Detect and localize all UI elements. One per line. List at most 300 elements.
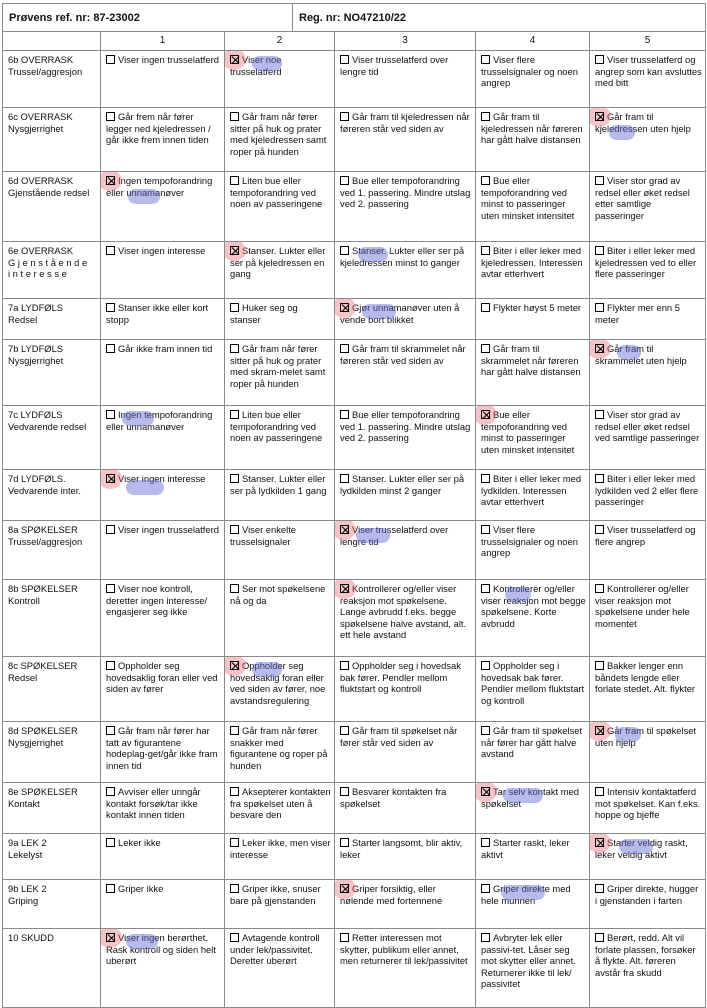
option-cell[interactable] (225, 834, 335, 880)
checkbox[interactable] (230, 525, 239, 534)
option-text: Ingen tempoforandring eller unnamanøver (106, 409, 213, 432)
option-text: Oppholder seg hovedsaklig foran eller ved siden av fører, noe avstandsregulering (230, 660, 326, 706)
checkbox[interactable] (106, 661, 115, 670)
table-row (3, 470, 706, 521)
table-row (3, 929, 706, 1008)
row-category: 7d LYDFØLS. (8, 473, 66, 484)
option-text: Bakker lenger enn båndets lengde eller forlate stedet. Alt. flykter (595, 660, 696, 695)
option-text: Oppholder seg i hovedsak bak fører. Pendler mellom fluktstart og kontroll (481, 660, 585, 706)
checkbox[interactable] (595, 584, 604, 593)
option-text: Viser ingen interesse (118, 245, 206, 256)
option-cell[interactable] (101, 242, 225, 299)
option-cell[interactable] (335, 880, 476, 929)
option-cell[interactable] (335, 929, 476, 1008)
option-cell[interactable] (476, 51, 590, 108)
checkbox[interactable] (230, 726, 239, 735)
checkbox[interactable] (230, 410, 239, 419)
option-cell[interactable] (101, 51, 225, 108)
option-cell[interactable] (225, 172, 335, 242)
option-text: Griper ikke, snuser bare på gjenstanden (230, 883, 321, 906)
checkbox[interactable] (106, 410, 115, 419)
option-text: Viser stor grad av redsel eller øket redsel ved samtlige passeringer (595, 409, 700, 444)
checkbox[interactable] (340, 112, 349, 121)
option-cell[interactable] (101, 880, 225, 929)
option-text: Berørt, redd. Alt vil forlate plassen, forsøker å flykte. Alt. føreren avstår fra skudd (595, 932, 696, 978)
checkbox[interactable] (481, 112, 490, 121)
option-cell[interactable] (101, 299, 225, 340)
option-cell[interactable] (590, 299, 706, 340)
option-text: Leker ikke (118, 837, 161, 848)
option-text: Kontrollerer og/eller viser reaksjon mot spøkelsene under hele momentet (595, 583, 690, 629)
row-subcategory: Redsel (8, 313, 38, 325)
checkbox[interactable] (230, 344, 239, 353)
checkbox[interactable] (481, 933, 490, 942)
option-cell[interactable] (590, 580, 706, 657)
option-cell[interactable] (476, 340, 590, 406)
option-text: Liten bue eller tempoforandring ved noen av passeringene (230, 409, 323, 444)
option-cell[interactable] (101, 722, 225, 783)
checkbox[interactable] (106, 884, 115, 893)
option-text: Griper forsiktig, eller nølende med fortennene (340, 883, 443, 906)
option-cell[interactable] (101, 783, 225, 834)
option-cell[interactable] (335, 783, 476, 834)
option-text: Huker seg og stanser (230, 302, 298, 325)
option-cell[interactable] (335, 299, 476, 340)
option-cell[interactable] (335, 521, 476, 580)
checkbox[interactable] (595, 55, 604, 64)
row-category: 7c LYDFØLS (8, 409, 63, 420)
row-category: 10 SKUDD (8, 932, 54, 943)
checkbox[interactable] (481, 344, 490, 353)
option-cell[interactable] (590, 657, 706, 722)
option-text: Biter i eller leker med lydkilden ved 2 eller flere passeringer (595, 473, 699, 508)
table-row (3, 880, 706, 929)
checkbox[interactable] (595, 176, 604, 185)
checkbox[interactable] (230, 787, 239, 796)
table-row (3, 657, 706, 722)
row-label (3, 783, 101, 834)
option-text: Gjør unnamanøver uten å vende bort blikket (340, 302, 460, 325)
option-cell[interactable] (101, 580, 225, 657)
option-cell[interactable] (476, 880, 590, 929)
checked-checkbox[interactable] (595, 112, 604, 121)
checked-checkbox[interactable] (340, 884, 349, 893)
checkbox[interactable] (106, 838, 115, 847)
option-cell[interactable] (335, 108, 476, 172)
option-text: Leker ikke, men viser interesse (230, 837, 331, 860)
option-cell[interactable] (225, 580, 335, 657)
option-cell[interactable] (225, 783, 335, 834)
checked-checkbox[interactable] (595, 344, 604, 353)
option-text: Går fram til kjeledressen uten hjelp (595, 111, 691, 134)
option-text: Viser trusselatferd og flere angrep (595, 524, 696, 547)
registration-number: Reg. nr: NO47210/22 (293, 4, 706, 32)
option-cell[interactable] (101, 470, 225, 521)
row-label (3, 299, 101, 340)
option-text: Starter veldig raskt, leker veldig aktivt (595, 837, 688, 860)
option-text: Går fram når fører sitter på huk og prater med kjeledressen samt roper på hunden (230, 111, 327, 157)
assessment-table (2, 31, 706, 1008)
option-cell[interactable] (225, 242, 335, 299)
checked-checkbox[interactable] (230, 55, 239, 64)
option-text: Ser mot spøkelsene nå og da (230, 583, 326, 606)
option-cell[interactable] (476, 108, 590, 172)
row-label (3, 340, 101, 406)
row-subcategory: Redsel (8, 671, 38, 683)
option-text: Starter langsomt, blir aktiv, leker (340, 837, 463, 860)
checkbox[interactable] (595, 525, 604, 534)
row-subcategory: Kontroll (8, 594, 40, 606)
option-text: Bue eller tempoforandring ved 1. passering. Mindre utslag ved 2. passering (340, 409, 471, 444)
option-cell[interactable] (225, 51, 335, 108)
table-row (3, 172, 706, 242)
option-cell[interactable] (335, 580, 476, 657)
option-text: Bue eller tempoforandring ved minst to passeringer uten minsket intensitet (481, 409, 575, 455)
option-cell[interactable] (590, 406, 706, 470)
checkbox[interactable] (340, 726, 349, 735)
option-text: Avtagende kontroll under lek/passivitet. Deretter uberørt (230, 932, 320, 967)
row-category: 8b SPØKELSER (8, 583, 78, 594)
table-row (3, 521, 706, 580)
option-cell[interactable] (225, 406, 335, 470)
row-subcategory: Nysgjerrighet (8, 122, 64, 134)
option-text: Går fram til skrammelet når føreren har gått halve distansen (481, 343, 581, 378)
column-header-row (3, 32, 706, 51)
checkbox[interactable] (595, 787, 604, 796)
checkbox[interactable] (340, 344, 349, 353)
option-cell[interactable] (476, 834, 590, 880)
option-text: Går fram til kjeledressen når føreren har gått halve distansen (481, 111, 583, 146)
option-text: Viser enkelte trusselsignaler (230, 524, 297, 547)
checkbox[interactable] (230, 933, 239, 942)
table-row (3, 340, 706, 406)
checkbox[interactable] (481, 838, 490, 847)
option-text: Går fram til spøkelset når fører står ved siden av (340, 725, 458, 748)
option-cell[interactable] (476, 657, 590, 722)
option-cell[interactable] (225, 657, 335, 722)
option-text: Starter raskt, leker aktivt (481, 837, 570, 860)
row-subcategory: Kontakt (8, 797, 40, 809)
checkbox[interactable] (230, 474, 239, 483)
row-label (3, 406, 101, 470)
checkbox[interactable] (340, 176, 349, 185)
checked-checkbox[interactable] (481, 787, 490, 796)
option-text: Tar selv kontakt med spøkelset (481, 786, 579, 809)
table-row (3, 406, 706, 470)
option-cell[interactable] (335, 657, 476, 722)
row-label (3, 521, 101, 580)
row-category: 7a LYDFØLS (8, 302, 64, 313)
column-header: 5 (590, 32, 706, 51)
option-cell[interactable] (590, 470, 706, 521)
checked-checkbox[interactable] (230, 661, 239, 670)
reference-number: Prøvens ref. nr: 87-23002 (3, 4, 293, 32)
option-text: Aksepterer kontakten fra spøkelset uten å besvare den (230, 786, 331, 821)
checkbox[interactable] (230, 112, 239, 121)
row-subcategory: Griping (8, 894, 39, 906)
row-subcategory: Vedvarende inter. (8, 484, 81, 496)
row-label (3, 834, 101, 880)
option-cell[interactable] (225, 299, 335, 340)
checked-checkbox[interactable] (340, 303, 349, 312)
option-cell[interactable] (590, 783, 706, 834)
checkbox[interactable] (595, 246, 604, 255)
option-cell[interactable] (101, 657, 225, 722)
table-row (3, 108, 706, 172)
option-text: Går fram til kjeledressen når føreren står ved siden av (340, 111, 470, 134)
option-text: Griper ikke (118, 883, 164, 894)
option-text: Bue eller tempoforandring ved 1. passering. Mindre utslag ved 2. passering (340, 175, 471, 210)
row-label (3, 242, 101, 299)
checkbox[interactable] (106, 246, 115, 255)
checkbox[interactable] (595, 303, 604, 312)
checkbox[interactable] (595, 933, 604, 942)
option-cell[interactable] (101, 521, 225, 580)
option-text: Ingen tempoforandring eller unnamanøver (106, 175, 213, 198)
checkbox[interactable] (106, 303, 115, 312)
row-category: 6d OVERRASK (8, 175, 74, 186)
checkbox[interactable] (340, 410, 349, 419)
table-row (3, 834, 706, 880)
option-text: Viser ingen interesse (118, 473, 206, 484)
checkbox[interactable] (230, 838, 239, 847)
checkbox[interactable] (481, 55, 490, 64)
option-cell[interactable] (225, 880, 335, 929)
table-row (3, 722, 706, 783)
option-text: Stanser. Lukter eller ser på kjeledressen en gang (230, 245, 326, 280)
option-text: Viser ingen trusselatferd (118, 524, 219, 535)
option-cell[interactable] (476, 299, 590, 340)
checkbox[interactable] (340, 55, 349, 64)
row-label (3, 880, 101, 929)
option-cell[interactable] (335, 242, 476, 299)
checked-checkbox[interactable] (340, 525, 349, 534)
checkbox[interactable] (106, 112, 115, 121)
option-cell[interactable] (590, 521, 706, 580)
row-subcategory: Trussel/aggresjon (8, 65, 83, 77)
option-cell[interactable] (101, 929, 225, 1008)
checked-checkbox[interactable] (106, 176, 115, 185)
option-text: Kontrollerer og/eller viser reaksjon mot spøkelsene. Lange avbrudd f.eks. begge spøkelsene halve avstand, alt. ett hele avstand (340, 583, 467, 641)
option-text: Viser flere trusselsignaler og noen angrep (481, 524, 578, 559)
option-cell[interactable] (101, 172, 225, 242)
table-row (3, 783, 706, 834)
option-text: Griper direkte, hugger i gjenstanden i farten (595, 883, 699, 906)
option-cell[interactable] (590, 172, 706, 242)
option-text: Går fram til skrammelet når føreren står ved siden av (340, 343, 466, 366)
checkbox[interactable] (340, 661, 349, 670)
checkbox[interactable] (595, 474, 604, 483)
option-cell[interactable] (335, 172, 476, 242)
checkbox[interactable] (230, 884, 239, 893)
checkbox[interactable] (340, 474, 349, 483)
option-cell[interactable] (590, 340, 706, 406)
option-text: Går fram når fører snakker med figurantene og roper på hunden (230, 725, 328, 771)
row-subcategory: Gjenstående interesse (8, 256, 90, 280)
checkbox[interactable] (481, 176, 490, 185)
checkbox[interactable] (106, 344, 115, 353)
option-cell[interactable] (476, 929, 590, 1008)
option-cell[interactable] (590, 929, 706, 1008)
option-text: Viser ingen berørthet. Rask kontroll og siden helt uberørt (106, 932, 216, 967)
row-category: 7b LYDFØLS (8, 343, 64, 354)
option-text: Bue eller tempoforandring ved minst to passeringer uten minsket intensitet (481, 175, 575, 221)
row-category: 6c OVERRASK (8, 111, 73, 122)
checkbox[interactable] (481, 474, 490, 483)
option-cell[interactable] (225, 722, 335, 783)
option-text: Biter i eller leker med kjeledressen. Interessen avtar etterhvert (481, 245, 583, 280)
option-cell[interactable] (225, 929, 335, 1008)
checked-checkbox[interactable] (106, 474, 115, 483)
row-category: 6e OVERRASK (8, 245, 74, 256)
option-cell[interactable] (590, 242, 706, 299)
checkbox[interactable] (230, 584, 239, 593)
row-category: 6b OVERRASK (8, 54, 74, 65)
checkbox[interactable] (106, 525, 115, 534)
checkbox[interactable] (106, 584, 115, 593)
option-cell[interactable] (590, 834, 706, 880)
option-text: Går fram til spøkelset når fører har gått halve avstand (481, 725, 583, 760)
option-text: Stanser ikke eller kort stopp (106, 302, 209, 325)
option-cell[interactable] (335, 722, 476, 783)
checkbox[interactable] (595, 884, 604, 893)
option-text: Går frem når fører legger ned kjeledressen / går ikke frem innen tiden (106, 111, 211, 146)
option-text: Stanser. Lukter eller ser på lydkilden minst 2 ganger (340, 473, 465, 496)
option-cell[interactable] (225, 108, 335, 172)
option-cell[interactable] (590, 51, 706, 108)
row-label (3, 51, 101, 108)
option-cell[interactable] (335, 470, 476, 521)
table-row (3, 580, 706, 657)
option-cell[interactable] (476, 580, 590, 657)
option-cell[interactable] (476, 242, 590, 299)
checkbox[interactable] (481, 525, 490, 534)
row-subcategory: Lekelyst (8, 848, 43, 860)
option-text: Går fram når fører sitter på huk og prater med skram-melet samt roper på hunden (230, 343, 326, 389)
checkbox[interactable] (340, 933, 349, 942)
checkbox[interactable] (106, 55, 115, 64)
row-label (3, 657, 101, 722)
checkbox[interactable] (230, 176, 239, 185)
table-row (3, 51, 706, 108)
option-text: Viser flere trusselsignaler og noen angrep (481, 54, 578, 89)
checkbox[interactable] (481, 661, 490, 670)
checked-checkbox[interactable] (106, 933, 115, 942)
table-row (3, 299, 706, 340)
column-header: 3 (335, 32, 476, 51)
option-cell[interactable] (476, 406, 590, 470)
option-text: Avviser eller unngår kontakt forsøk/tar ikke kontakt innen tiden (106, 786, 201, 821)
row-subcategory: Vedvarende redsel (8, 420, 87, 432)
checkbox[interactable] (595, 661, 604, 670)
corner-cell (3, 32, 101, 51)
checkbox[interactable] (481, 726, 490, 735)
option-cell[interactable] (101, 834, 225, 880)
option-text: Viser trusselatferd og angrep som kan avsluttes med bitt (595, 54, 702, 89)
option-text: Flykter mer enn 5 meter (595, 302, 680, 325)
option-cell[interactable] (476, 783, 590, 834)
option-text: Retter interessen mot skytter, publikum eller annet, men returnerer til lek/passivitet (340, 932, 468, 967)
option-text: Viser trusselatferd over lengre tid (340, 54, 449, 77)
checked-checkbox[interactable] (481, 410, 490, 419)
row-label (3, 580, 101, 657)
option-text: Biter i eller leker med kjeledressen ved to eller flere passeringer (595, 245, 697, 280)
checkbox[interactable] (481, 584, 490, 593)
column-header: 1 (101, 32, 225, 51)
option-text: Går fram når fører har tatt av figurantene hodeplag-get/går ikke fram innen tid (106, 725, 218, 771)
table-row (3, 242, 706, 299)
option-text: Flykter høyst 5 meter (493, 302, 582, 313)
checked-checkbox[interactable] (595, 838, 604, 847)
checked-checkbox[interactable] (595, 726, 604, 735)
option-cell[interactable] (476, 521, 590, 580)
option-text: Avbryter lek eller passivi-tet. Låser seg mot skytter eller annet. Returnerer ikke til lek/ passivitet (481, 932, 576, 990)
option-cell[interactable] (335, 834, 476, 880)
row-category: 9b LEK 2 (8, 883, 47, 894)
option-text: Går fram til skrammelet uten hjelp (595, 343, 687, 366)
checkbox[interactable] (340, 787, 349, 796)
option-cell[interactable] (225, 340, 335, 406)
option-cell[interactable] (101, 340, 225, 406)
row-category: 8e SPØKELSER (8, 786, 78, 797)
option-text: Oppholder seg hovedsaklig foran eller ved siden av fører (106, 660, 218, 695)
option-text: Går ikke fram innen tid (118, 343, 213, 354)
checkbox[interactable] (481, 884, 490, 893)
option-cell[interactable] (225, 521, 335, 580)
option-cell[interactable] (101, 406, 225, 470)
option-cell[interactable] (590, 880, 706, 929)
checkbox[interactable] (106, 787, 115, 796)
row-label (3, 108, 101, 172)
row-subcategory: Nysgjerrighet (8, 736, 64, 748)
checked-checkbox[interactable] (340, 584, 349, 593)
row-subcategory: Trussel/aggresjon (8, 535, 83, 547)
checkbox[interactable] (481, 303, 490, 312)
checkbox[interactable] (230, 303, 239, 312)
option-text: Viser noe kontroll, deretter ingen interesse/ engasjerer seg ikke (106, 583, 208, 618)
row-category: 8a SPØKELSER (8, 524, 78, 535)
option-cell[interactable] (335, 340, 476, 406)
row-subcategory: Gjenstående redsel (8, 186, 90, 198)
option-cell[interactable] (476, 172, 590, 242)
option-text: Intensiv kontaktatferd mot spøkelset. Kan f.eks. hoppe og bjeffe (595, 786, 701, 821)
option-cell[interactable] (335, 406, 476, 470)
option-cell[interactable] (590, 722, 706, 783)
option-text: Liten bue eller tempoforandring ved noen av passeringene (230, 175, 323, 210)
column-header: 2 (225, 32, 335, 51)
option-text: Stanser. Lukter eller ser på kjeledressen minst to ganger (340, 245, 465, 268)
checkbox[interactable] (106, 726, 115, 735)
checkbox[interactable] (340, 246, 349, 255)
checkbox[interactable] (481, 246, 490, 255)
checkbox[interactable] (595, 410, 604, 419)
option-text: Viser ingen trusselatferd (118, 54, 219, 65)
option-text: Går fram til spøkelset uten hjelp (595, 725, 697, 748)
checkbox[interactable] (340, 838, 349, 847)
checked-checkbox[interactable] (230, 246, 239, 255)
row-label (3, 929, 101, 1008)
option-cell[interactable] (476, 470, 590, 521)
option-text: Griper direkte med hele munnen (481, 883, 571, 906)
option-cell[interactable] (101, 108, 225, 172)
option-cell[interactable] (476, 722, 590, 783)
option-text: Oppholder seg i hovedsak bak fører. Pendler mellom fluktstart og kontroll (340, 660, 461, 695)
option-cell[interactable] (335, 51, 476, 108)
option-text: Viser noe trusselatferd (230, 54, 282, 77)
option-cell[interactable] (225, 470, 335, 521)
option-text: Stanser. Lukter eller ser på lydkilden 1 gang (230, 473, 327, 496)
option-cell[interactable] (590, 108, 706, 172)
